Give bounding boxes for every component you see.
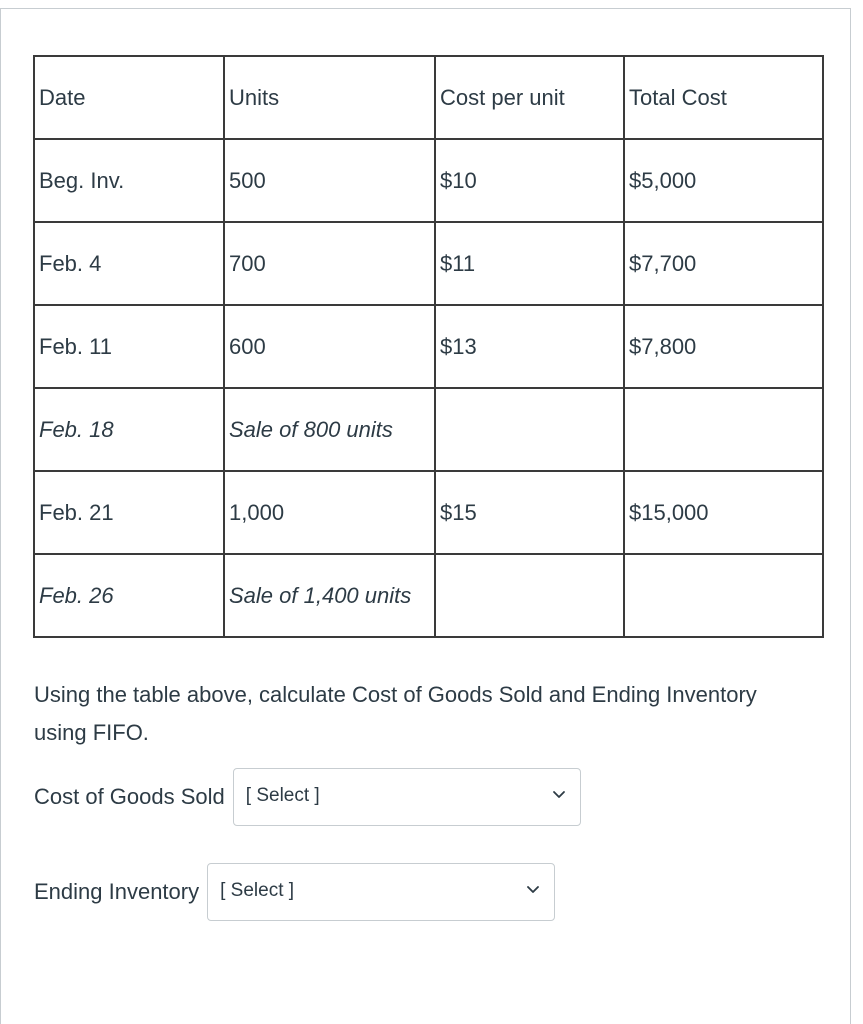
cell-cost-per-unit: $10 <box>435 139 624 222</box>
table-row <box>34 388 823 471</box>
question-text: Using the table above, calculate Cost of Goods Sold and Ending Inventory using FIFO. <box>34 682 757 745</box>
header-units: Units <box>224 56 435 139</box>
ending-inventory-select[interactable] <box>207 863 555 921</box>
header-total-cost: Total Cost <box>624 56 823 139</box>
cell-total-cost: $7,800 <box>624 305 823 388</box>
header-date: Date <box>34 56 224 139</box>
chevron-down-icon <box>526 885 540 895</box>
cogs-answer-row <box>34 768 581 826</box>
table-row <box>34 139 823 222</box>
ending-inventory-select-value: [ Select ] <box>220 880 295 901</box>
ending-inventory-answer-row <box>34 863 555 921</box>
cell-units: Sale of 1,400 units <box>224 554 435 637</box>
header-cost-per-unit: Cost per unit <box>435 56 624 139</box>
cogs-select-value: [ Select ] <box>245 785 320 806</box>
table-row <box>34 554 823 637</box>
cell-units: 600 <box>224 305 435 388</box>
cell-total-cost: $15,000 <box>624 471 823 554</box>
inventory-table <box>33 55 824 638</box>
table-row <box>34 471 823 554</box>
cell-cost-per-unit <box>435 554 624 637</box>
ending-inventory-label: Ending Inventory <box>34 879 200 904</box>
cell-total-cost: $5,000 <box>624 139 823 222</box>
cell-date: Feb. 18 <box>34 388 224 471</box>
table-row <box>34 222 823 305</box>
cell-date: Feb. 4 <box>34 222 224 305</box>
cell-cost-per-unit <box>435 388 624 471</box>
cell-date: Feb. 26 <box>34 554 224 637</box>
cell-units: 500 <box>224 139 435 222</box>
cell-date: Beg. Inv. <box>34 139 224 222</box>
cell-units: 1,000 <box>224 471 435 554</box>
cell-date: Feb. 11 <box>34 305 224 388</box>
cell-total-cost <box>624 388 823 471</box>
cell-total-cost <box>624 554 823 637</box>
cell-units: 700 <box>224 222 435 305</box>
cell-total-cost: $7,700 <box>624 222 823 305</box>
cell-date: Feb. 21 <box>34 471 224 554</box>
cell-cost-per-unit: $13 <box>435 305 624 388</box>
cell-cost-per-unit: $11 <box>435 222 624 305</box>
table-row <box>34 305 823 388</box>
chevron-down-icon <box>552 790 566 800</box>
cell-units: Sale of 800 units <box>224 388 435 471</box>
cogs-select[interactable] <box>233 768 581 826</box>
cogs-label: Cost of Goods Sold <box>34 784 225 809</box>
cell-cost-per-unit: $15 <box>435 471 624 554</box>
table-header-row <box>34 56 823 139</box>
